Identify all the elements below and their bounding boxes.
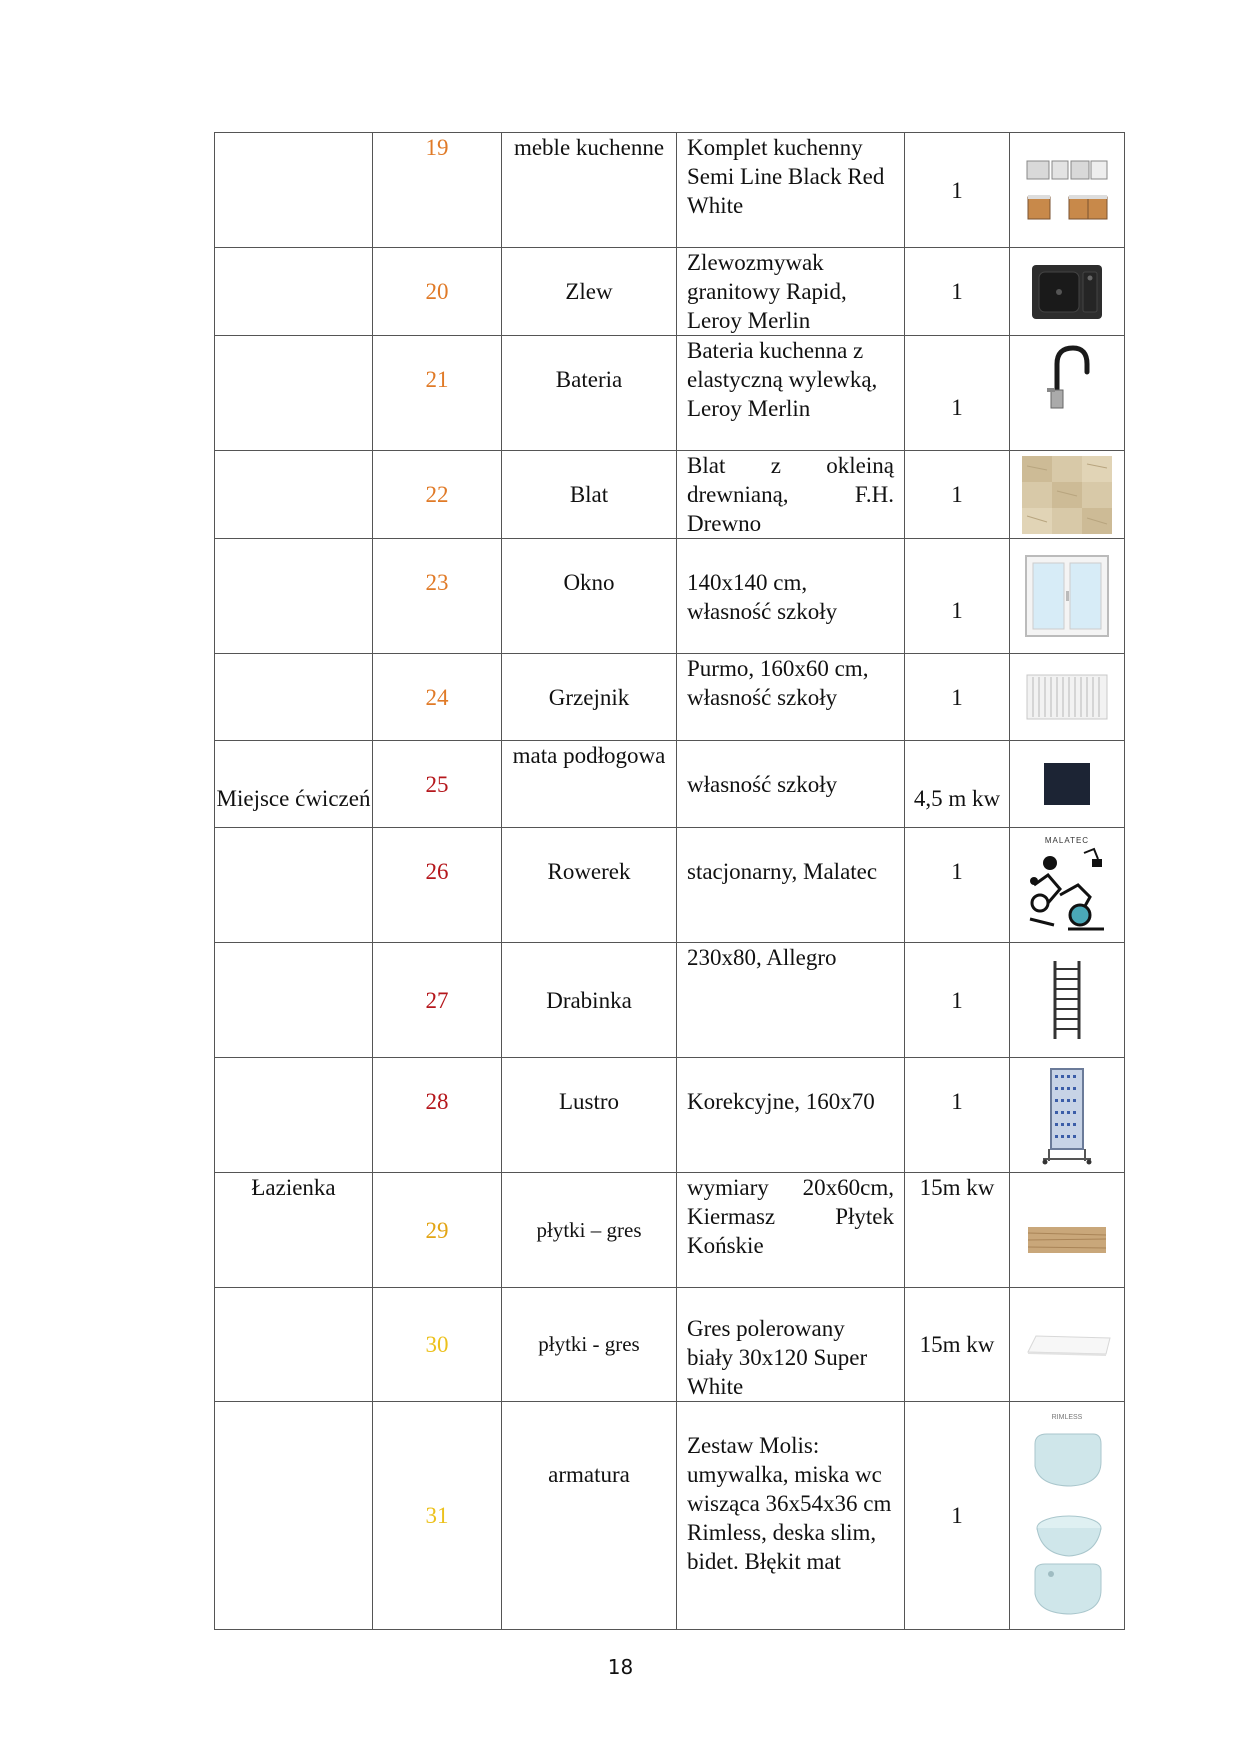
item-image bbox=[1010, 1058, 1125, 1173]
table-row bbox=[215, 133, 1125, 248]
item-name: płytki – gres bbox=[502, 1173, 677, 1288]
item-description: Zestaw Molis: umywalka, miska wc wisząca 36x54x36 cm Rimless, deska slim, bidet. Błękit mat bbox=[677, 1402, 905, 1630]
item-image bbox=[1010, 1173, 1125, 1288]
inventory-table bbox=[214, 132, 1125, 1630]
item-number: 26 bbox=[373, 828, 502, 943]
area-cell bbox=[215, 943, 373, 1058]
item-name: Blat bbox=[502, 451, 677, 539]
item-quantity: 1 bbox=[905, 654, 1010, 741]
item-description: Bateria kuchenna z elastyczną wylewką, Leroy Merlin bbox=[677, 336, 905, 451]
table-row bbox=[215, 943, 1125, 1058]
table-row bbox=[215, 336, 1125, 451]
rimless-caption: RIMLESS bbox=[1051, 1413, 1083, 1421]
table-row bbox=[215, 539, 1125, 654]
area-cell bbox=[215, 654, 373, 741]
item-number: 27 bbox=[373, 943, 502, 1058]
table-row bbox=[215, 1402, 1125, 1630]
item-description: Gres polerowany biały 30x120 Super White bbox=[677, 1288, 905, 1402]
item-name: Bateria bbox=[502, 336, 677, 451]
item-name: Lustro bbox=[502, 1058, 677, 1173]
item-number: 24 bbox=[373, 654, 502, 741]
item-description: Komplet kuchenny Semi Line Black Red White bbox=[677, 133, 905, 248]
item-image bbox=[1010, 539, 1125, 654]
item-name: Okno bbox=[502, 539, 677, 654]
area-cell bbox=[215, 1288, 373, 1402]
page-number: 18 bbox=[607, 1655, 634, 1679]
item-quantity: 15m kw bbox=[905, 1288, 1010, 1402]
item-image bbox=[1010, 1402, 1125, 1630]
item-number: 22 bbox=[373, 451, 502, 539]
wall-ladder-icon bbox=[1049, 959, 1085, 1041]
item-quantity: 1 bbox=[905, 133, 1010, 248]
item-quantity: 1 bbox=[905, 1402, 1010, 1630]
item-quantity: 1 bbox=[905, 539, 1010, 654]
item-name: meble kuchenne bbox=[502, 133, 677, 248]
item-image bbox=[1010, 654, 1125, 741]
item-quantity: 1 bbox=[905, 1058, 1010, 1173]
item-description: Purmo, 160x60 cm, własność szkoły bbox=[677, 654, 905, 741]
item-name: Zlew bbox=[502, 248, 677, 336]
mirror-stand-icon bbox=[1037, 1065, 1097, 1165]
table-row bbox=[215, 828, 1125, 943]
table-row bbox=[215, 1173, 1125, 1288]
item-name: Grzejnik bbox=[502, 654, 677, 741]
item-number: 21 bbox=[373, 336, 502, 451]
area-cell bbox=[215, 539, 373, 654]
exercise-bike-icon bbox=[1020, 845, 1114, 935]
item-image bbox=[1010, 943, 1125, 1058]
item-image bbox=[1010, 741, 1125, 828]
table-row bbox=[215, 451, 1125, 539]
item-name: Drabinka bbox=[502, 943, 677, 1058]
item-number: 31 bbox=[373, 1402, 502, 1630]
table-row bbox=[215, 654, 1125, 741]
kitchen-cabinets-icon bbox=[1025, 157, 1109, 223]
item-name: mata podłogowa bbox=[502, 741, 677, 828]
item-description: Zlewozmywak granitowy Rapid, Leroy Merlin bbox=[677, 248, 905, 336]
item-image bbox=[1010, 336, 1125, 451]
item-number: 25 bbox=[373, 741, 502, 828]
item-image bbox=[1010, 133, 1125, 248]
area-cell bbox=[215, 248, 373, 336]
area-cell bbox=[215, 336, 373, 451]
table-row bbox=[215, 1058, 1125, 1173]
item-quantity: 1 bbox=[905, 451, 1010, 539]
area-cell bbox=[215, 1402, 373, 1630]
item-name: płytki - gres bbox=[502, 1288, 677, 1402]
item-image bbox=[1010, 828, 1125, 943]
item-number: 20 bbox=[373, 248, 502, 336]
sink-icon bbox=[1031, 264, 1103, 320]
item-description: własność szkoły bbox=[677, 741, 905, 828]
item-number: 28 bbox=[373, 1058, 502, 1173]
item-image bbox=[1010, 1288, 1125, 1402]
area-cell bbox=[215, 133, 373, 248]
item-image bbox=[1010, 451, 1125, 539]
area-cell bbox=[215, 828, 373, 943]
item-quantity: 1 bbox=[905, 336, 1010, 451]
table-row bbox=[215, 248, 1125, 336]
item-quantity: 4,5 m kw bbox=[905, 741, 1010, 828]
item-quantity: 1 bbox=[905, 943, 1010, 1058]
item-description: stacjonarny, Malatec bbox=[677, 828, 905, 943]
item-number: 29 bbox=[373, 1173, 502, 1288]
item-description: 230x80, Allegro bbox=[677, 943, 905, 1058]
area-cell bbox=[215, 451, 373, 539]
item-description: wymiary 20x60cm, Kiermasz Płytek Końskie bbox=[677, 1173, 905, 1288]
item-description: Blat z okleiną drewnianą, F.H. Drewno bbox=[677, 451, 905, 539]
countertop-texture-icon bbox=[1022, 456, 1112, 534]
bike-brand-caption: MALATEC bbox=[1044, 835, 1090, 845]
item-number: 30 bbox=[373, 1288, 502, 1402]
area-cell: Miejsce ćwiczeń bbox=[215, 741, 373, 828]
wood-tile-icon bbox=[1028, 1227, 1106, 1253]
item-image bbox=[1010, 248, 1125, 336]
item-name: armatura bbox=[502, 1402, 677, 1630]
window-icon bbox=[1025, 555, 1109, 637]
item-name: Rowerek bbox=[502, 828, 677, 943]
item-description: Korekcyjne, 160x70 bbox=[677, 1058, 905, 1173]
item-quantity: 15m kw bbox=[905, 1173, 1010, 1288]
area-cell bbox=[215, 1058, 373, 1173]
table-row bbox=[215, 741, 1125, 828]
floor-mat-icon bbox=[1044, 763, 1090, 805]
bathroom-set-icon bbox=[1027, 1422, 1107, 1618]
white-tile-icon bbox=[1022, 1332, 1112, 1358]
item-number: 19 bbox=[373, 133, 502, 248]
item-description: 140x140 cm, własność szkoły bbox=[677, 539, 905, 654]
item-number: 23 bbox=[373, 539, 502, 654]
item-quantity: 1 bbox=[905, 248, 1010, 336]
item-quantity: 1 bbox=[905, 828, 1010, 943]
faucet-icon bbox=[1037, 342, 1097, 412]
table-row bbox=[215, 1288, 1125, 1402]
radiator-icon bbox=[1025, 671, 1109, 723]
area-cell: Łazienka bbox=[215, 1173, 373, 1288]
